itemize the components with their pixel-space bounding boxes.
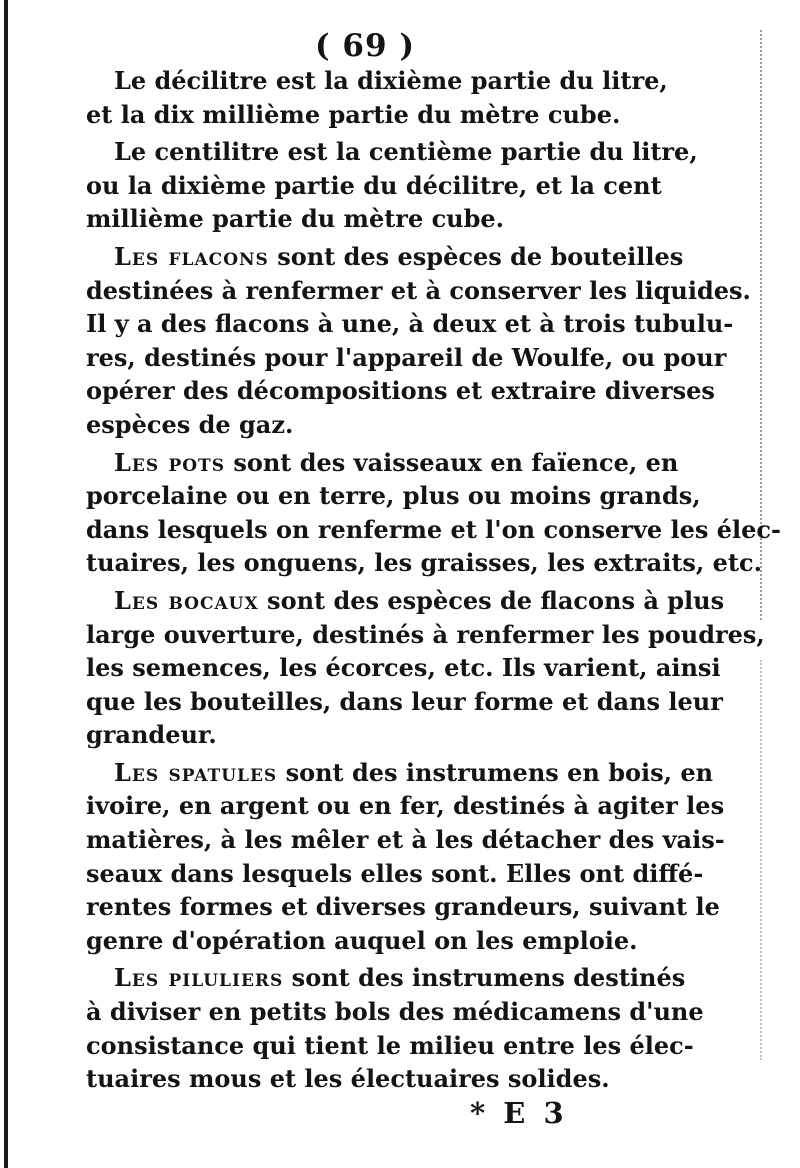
- text-line-rest: sont des espèces de flacons à plus: [258, 585, 725, 615]
- text-line-with-term: [86, 240, 684, 274]
- text-line: opérer des décompositions et extraire diverses: [86, 376, 715, 406]
- paragraph-bocaux: [86, 584, 765, 752]
- paragraph-spatules: [86, 756, 725, 958]
- paragraph-decilitre: [86, 64, 668, 131]
- text-line-rest: sont des espèces de bouteilles: [268, 241, 684, 271]
- text-line: millième partie du mètre cube.: [86, 204, 505, 234]
- text-line: et la dix millième partie du mètre cube.: [86, 99, 621, 129]
- text-line-rest: sont des vaisseaux en faïence, en: [224, 447, 679, 477]
- text-line-rest: sont des instrumens destinés: [283, 963, 686, 993]
- text-line: rentes formes et diverses grandeurs, suivant le: [86, 892, 720, 922]
- text-line: que les bouteilles, dans leur forme et dans leur: [86, 686, 723, 716]
- paragraph-flacons: [86, 240, 751, 442]
- signature-mark: * E 3: [470, 1096, 568, 1130]
- text-line: genre d'opération auquel on les emploie.: [86, 925, 638, 955]
- term-flacons: Les flacons: [114, 241, 269, 271]
- facing-page-edge-lower: [760, 660, 768, 1060]
- text-line: consistance qui tient le milieu entre les élec-: [86, 1030, 694, 1060]
- text-line-with-term: [86, 756, 714, 790]
- page-border-rule: [4, 0, 8, 1168]
- text-line: tuaires, les onguens, les graisses, les extraits, etc.: [86, 548, 762, 578]
- text-line-with-term: [86, 961, 686, 995]
- text-line: destinées à renfermer et à conserver les liquides.: [86, 275, 751, 305]
- text-line: seaux dans lesquels elles sont. Elles ont diffé-: [86, 858, 704, 888]
- term-spatules: Les spatules: [114, 757, 278, 787]
- text-line: espèces de gaz.: [86, 409, 294, 439]
- text-line: ou la dixième partie du décilitre, et la cent: [86, 170, 662, 200]
- text-line-with-term: [86, 446, 679, 480]
- body-text: [86, 64, 782, 1100]
- text-line: res, destinés pour l'appareil de Woulfe, ou pour: [86, 342, 727, 372]
- paragraph-piluliers: [86, 961, 704, 1095]
- text-line: porcelaine ou en terre, plus ou moins grands,: [86, 481, 701, 511]
- term-bocaux: Les bocaux: [114, 585, 259, 615]
- text-line: matières, à les mêler et à les détacher des vais-: [86, 825, 725, 855]
- text-line: à diviser en petits bols des médicamens d'une: [86, 997, 704, 1027]
- text-line: dans lesquels on renferme et l'on conserve les élec-: [86, 514, 782, 544]
- text-line: grandeur.: [86, 720, 217, 750]
- text-line: large ouverture, destinés à renfermer les poudres,: [86, 619, 765, 649]
- text-line: Le centilitre est la centième partie du litre,: [114, 137, 698, 167]
- text-line: les semences, les écorces, etc. Ils varient, ainsi: [86, 653, 721, 683]
- text-line-with-term: [86, 584, 725, 618]
- text-line: Le décilitre est la dixième partie du litre,: [114, 66, 668, 95]
- paragraph-pots: [86, 446, 782, 580]
- page-number: ( 69 ): [314, 28, 416, 64]
- paragraph-centilitre: [86, 135, 698, 236]
- text-line: ivoire, en argent ou en fer, destinés à agiter les: [86, 791, 725, 821]
- text-line: tuaires mous et les électuaires solides.: [86, 1064, 610, 1094]
- term-piluliers: Les piluliers: [114, 963, 284, 993]
- term-pots: Les pots: [114, 447, 225, 477]
- text-line: Il y a des flacons à une, à deux et à trois tubulu-: [86, 309, 734, 339]
- text-line-rest: sont des instrumens en bois, en: [277, 757, 714, 787]
